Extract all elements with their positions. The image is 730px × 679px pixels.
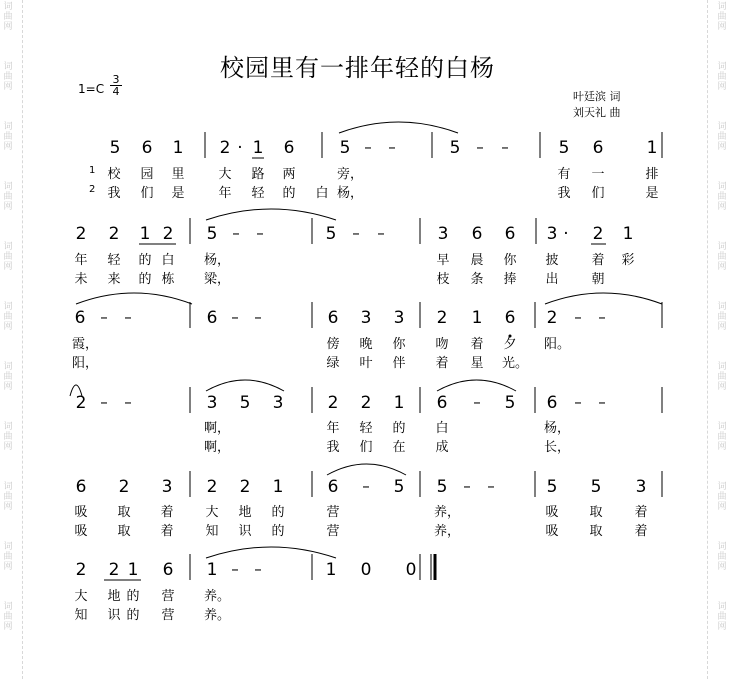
time-signature-bottom: 4: [112, 85, 120, 98]
note: 1: [172, 138, 184, 158]
note: 2: [239, 477, 251, 497]
hold-dash: –: [100, 308, 108, 326]
watermark-mark: 词 曲 网: [3, 122, 13, 152]
lyric-verse-2: 长，: [544, 440, 571, 455]
hold-dash: –: [501, 138, 509, 156]
lyric-verse-2: 年: [218, 186, 232, 201]
lyric-verse-1: 年: [326, 421, 340, 436]
note: 6: [504, 224, 516, 244]
hold-dash: –: [231, 308, 239, 326]
lyric-verse-2: 知: [74, 608, 88, 623]
note: 6: [206, 308, 218, 328]
watermark-mark: 词 曲 网: [717, 542, 727, 572]
note: 5: [558, 138, 570, 158]
lyric-verse-1: 傍: [326, 337, 340, 352]
slur-tie: [437, 380, 516, 391]
note: 3: [635, 477, 647, 497]
lyric-verse-2: 啊，: [204, 440, 231, 455]
hold-dash: –: [473, 393, 481, 411]
watermark-mark: 词 曲 网: [3, 422, 13, 452]
note: 2: [592, 224, 604, 244]
note: 6: [327, 308, 339, 328]
lyric-verse-1: 你: [392, 337, 406, 352]
note: 5: [546, 477, 558, 497]
note: 5: [325, 224, 337, 244]
lyric-verse-2: 我: [326, 440, 340, 455]
note: 3: [206, 393, 218, 413]
slur-tie: [327, 464, 406, 475]
lyric-verse-2: 着: [634, 524, 648, 539]
watermark-mark: 词 曲 网: [717, 302, 727, 332]
note: 6: [141, 138, 153, 158]
lyric-verse-2: 白: [315, 186, 329, 201]
hold-dash: –: [388, 138, 396, 156]
lyric-verse-2: 们: [359, 440, 373, 455]
note: 6: [162, 560, 174, 580]
note: 5: [393, 477, 405, 497]
hold-dash: –: [100, 393, 108, 411]
lyric-verse-1: 着: [591, 253, 605, 268]
lyric-verse-1: 年: [74, 253, 88, 268]
lyric-verse-2: 知: [205, 524, 219, 539]
watermark-mark: 词 曲 网: [717, 182, 727, 212]
lyric-verse-2: 梁，: [204, 272, 231, 287]
lyric-verse-2: 成: [435, 440, 449, 455]
augmentation-dot: ·: [563, 224, 569, 244]
lyric-verse-1: 营: [326, 505, 340, 520]
lyric-verse-1: 吸: [74, 505, 88, 520]
lyric-verse-1: 着: [470, 337, 484, 352]
key-signature: 1=C: [78, 82, 105, 96]
lyric-verse-1: 早: [436, 253, 450, 268]
lyric-verse-2: 们: [591, 186, 605, 201]
note: 6: [74, 308, 86, 328]
note: 2: [327, 393, 339, 413]
hold-dash: –: [598, 308, 606, 326]
note: 1: [471, 308, 483, 328]
note: 6: [75, 477, 87, 497]
note: 3: [360, 308, 372, 328]
note: 6: [546, 393, 558, 413]
note: 3: [546, 224, 558, 244]
hold-dash: –: [232, 224, 240, 242]
note: 5: [590, 477, 602, 497]
lyric-verse-1: 园: [140, 167, 154, 182]
note: 1: [646, 138, 658, 158]
note: 1: [622, 224, 634, 244]
lyric-verse-2: 着: [435, 356, 449, 371]
note: 0: [360, 560, 372, 580]
hold-dash: –: [574, 308, 582, 326]
lyric-verse-1: 轻: [107, 253, 121, 268]
note: 1: [325, 560, 337, 580]
hold-dash: –: [254, 560, 262, 578]
lyric-verse-1: 白: [435, 421, 449, 436]
lyric-verse-1: 的: [138, 253, 152, 268]
verse-number: 2: [89, 184, 96, 195]
hold-dash: –: [463, 477, 471, 495]
lyric-verse-2: 的: [126, 608, 140, 623]
lyric-verse-2: 星: [470, 356, 484, 371]
lyric-verse-2: 叶: [359, 356, 373, 371]
slur-tie: [76, 293, 192, 304]
lyric-verse-1: 取: [589, 505, 603, 520]
song-title: 校园里有一排年轻的白杨: [220, 54, 495, 82]
lyric-verse-1: 吻: [435, 337, 449, 352]
lyric-verse-1: 大: [205, 505, 219, 520]
lyricist-credit: 叶廷滨 词: [573, 90, 621, 103]
lyric-verse-2: 朝: [591, 272, 605, 287]
note: 1: [252, 138, 264, 158]
watermark-mark: 词 曲 网: [3, 2, 13, 32]
lyric-verse-2: 阳，: [72, 356, 99, 371]
watermark-mark: 词 曲 网: [717, 482, 727, 512]
lyric-verse-2: 是: [645, 186, 659, 201]
lyric-verse-2: 出: [545, 272, 559, 287]
lyric-verse-2: 取: [117, 524, 131, 539]
lyric-verse-1: 着: [160, 505, 174, 520]
watermark-mark: 词 曲 网: [3, 482, 13, 512]
hold-dash: –: [362, 477, 370, 495]
lyric-verse-2: 着: [160, 524, 174, 539]
lyric-verse-1: 披: [545, 253, 559, 268]
lyric-verse-2: 识: [107, 608, 121, 623]
lyric-verse-2: 们: [140, 186, 154, 201]
lyric-verse-2: 条: [470, 272, 484, 287]
note: 1: [139, 224, 151, 244]
lyric-verse-2: 我: [107, 186, 121, 201]
slur-tie: [339, 122, 458, 133]
lyric-verse-2: 我: [557, 186, 571, 201]
hold-dash: –: [476, 138, 484, 156]
note: 6: [283, 138, 295, 158]
lyric-verse-1: 大: [74, 589, 88, 604]
hold-dash: –: [377, 224, 385, 242]
lyric-verse-2: 绿: [326, 356, 340, 371]
lyric-verse-1: 取: [117, 505, 131, 520]
lyric-verse-1: 养。: [204, 589, 231, 604]
lyric-verse-2: 养。: [204, 608, 231, 623]
note: 5: [339, 138, 351, 158]
note: 2: [360, 393, 372, 413]
note: 3: [161, 477, 173, 497]
slur-tie: [545, 293, 662, 304]
note: 2: [219, 138, 231, 158]
note: 2: [206, 477, 218, 497]
note: 6: [327, 477, 339, 497]
lyric-verse-1: 排: [645, 167, 659, 182]
lyric-verse-1: 晨: [470, 253, 484, 268]
hold-dash: –: [598, 393, 606, 411]
slur-tie: [206, 209, 336, 220]
lyric-verse-1: 大: [218, 167, 232, 182]
composer-credit: 刘天礼 曲: [573, 106, 621, 119]
lyric-verse-1: 你: [503, 253, 517, 268]
hold-dash: –: [124, 308, 132, 326]
watermark-mark: 词 曲 网: [717, 2, 727, 32]
lyric-verse-1: 的: [271, 505, 285, 520]
lyric-verse-2: 取: [589, 524, 603, 539]
note: 5: [449, 138, 461, 158]
lyric-verse-1: 彩: [621, 253, 635, 268]
hold-dash: –: [574, 393, 582, 411]
lyric-verse-1: 着: [634, 505, 648, 520]
note: 2: [108, 224, 120, 244]
watermark-mark: 词 曲 网: [3, 362, 13, 392]
lyric-verse-2: 吸: [74, 524, 88, 539]
note: 6: [471, 224, 483, 244]
lyric-verse-1: 旁，: [337, 167, 364, 182]
note: 6: [436, 393, 448, 413]
watermark-mark: 词 曲 网: [3, 602, 13, 632]
octave-dot: [509, 335, 512, 338]
lyric-verse-1: 夕: [503, 337, 517, 352]
lyric-verse-2: 伴: [392, 356, 406, 371]
note: 5: [504, 393, 516, 413]
lyric-verse-1: 里: [171, 167, 185, 182]
note: 2: [436, 308, 448, 328]
time-signature-top: 3: [112, 73, 120, 86]
note: 6: [592, 138, 604, 158]
augmentation-dot: ·: [237, 138, 243, 158]
note: 0: [405, 560, 417, 580]
lyric-verse-2: 吸: [545, 524, 559, 539]
watermark-mark: 词 曲 网: [717, 422, 727, 452]
note: 6: [504, 308, 516, 328]
hold-dash: –: [256, 224, 264, 242]
lyric-verse-2: 栋: [161, 272, 175, 287]
watermark-mark: 词 曲 网: [717, 122, 727, 152]
lyric-verse-2: 的: [282, 186, 296, 201]
lyric-verse-1: 杨，: [544, 421, 571, 436]
note: 5: [206, 224, 218, 244]
note: 2: [118, 477, 130, 497]
watermark-mark: 词 曲 网: [3, 62, 13, 92]
lyric-verse-1: 两: [282, 167, 296, 182]
lyric-verse-2: 未: [74, 272, 88, 287]
lyric-verse-2: 养，: [434, 524, 461, 539]
lyric-verse-1: 轻: [359, 421, 373, 436]
lyric-verse-1: 养，: [434, 505, 461, 520]
note: 1: [272, 477, 284, 497]
lyric-verse-2: 的: [138, 272, 152, 287]
note: 5: [109, 138, 121, 158]
lyric-verse-2: 营: [161, 608, 175, 623]
note: 2: [75, 560, 87, 580]
slur-tie: [206, 547, 336, 558]
note: 3: [437, 224, 449, 244]
lyric-verse-1: 白: [161, 253, 175, 268]
note: 5: [436, 477, 448, 497]
lyric-verse-2: 在: [392, 440, 406, 455]
watermark-mark: 词 曲 网: [717, 602, 727, 632]
note: 3: [393, 308, 405, 328]
lyric-verse-1: 吸: [545, 505, 559, 520]
lyric-verse-1: 校: [107, 167, 121, 182]
note: 2: [108, 560, 120, 580]
lyric-verse-1: 霞，: [72, 337, 99, 352]
note: 5: [239, 393, 251, 413]
lyric-verse-2: 来: [107, 272, 121, 287]
lyric-verse-1: 地: [238, 505, 252, 520]
watermark-mark: 词 曲 网: [3, 302, 13, 332]
lyric-verse-1: 路: [251, 167, 265, 182]
note: 2: [75, 393, 87, 413]
note: 2: [162, 224, 174, 244]
slur-tie: [206, 380, 284, 391]
slur-tie: [70, 385, 82, 396]
lyric-verse-1: 有: [557, 167, 571, 182]
hold-dash: –: [364, 138, 372, 156]
lyric-verse-2: 营: [326, 524, 340, 539]
lyric-verse-2: 是: [171, 186, 185, 201]
note: 3: [272, 393, 284, 413]
lyric-verse-1: 一: [591, 167, 605, 182]
lyric-verse-2: 的: [271, 524, 285, 539]
hold-dash: –: [352, 224, 360, 242]
lyric-verse-2: 捧: [503, 272, 517, 287]
note: 1: [206, 560, 218, 580]
note: 1: [127, 560, 139, 580]
lyric-verse-1: 啊，: [204, 421, 231, 436]
watermark-mark: 词 曲 网: [3, 242, 13, 272]
note: 1: [393, 393, 405, 413]
hold-dash: –: [231, 560, 239, 578]
lyric-verse-2: 枝: [436, 272, 450, 287]
lyric-verse-1: 的: [392, 421, 406, 436]
lyric-verse-1: 阳。: [544, 337, 571, 352]
verse-number: 1: [89, 165, 96, 176]
watermark-mark: 词 曲 网: [3, 182, 13, 212]
hold-dash: –: [124, 393, 132, 411]
hold-dash: –: [254, 308, 262, 326]
watermark-mark: 词 曲 网: [3, 542, 13, 572]
watermark-mark: 词 曲 网: [717, 62, 727, 92]
lyric-verse-1: 晚: [359, 337, 373, 352]
lyric-verse-2: 识: [238, 524, 252, 539]
lyric-verse-2: 光。: [502, 356, 529, 371]
watermark-mark: 词 曲 网: [717, 362, 727, 392]
note: 2: [75, 224, 87, 244]
lyric-verse-1: 杨，: [204, 253, 231, 268]
lyric-verse-1: 营: [161, 589, 175, 604]
lyric-verse-1: 地: [107, 589, 121, 604]
watermark-mark: 词 曲 网: [717, 242, 727, 272]
note: 2: [546, 308, 558, 328]
lyric-verse-2: 轻: [251, 186, 265, 201]
lyric-verse-1: 的: [126, 589, 140, 604]
lyric-verse-2: 杨，: [337, 186, 364, 201]
hold-dash: –: [487, 477, 495, 495]
